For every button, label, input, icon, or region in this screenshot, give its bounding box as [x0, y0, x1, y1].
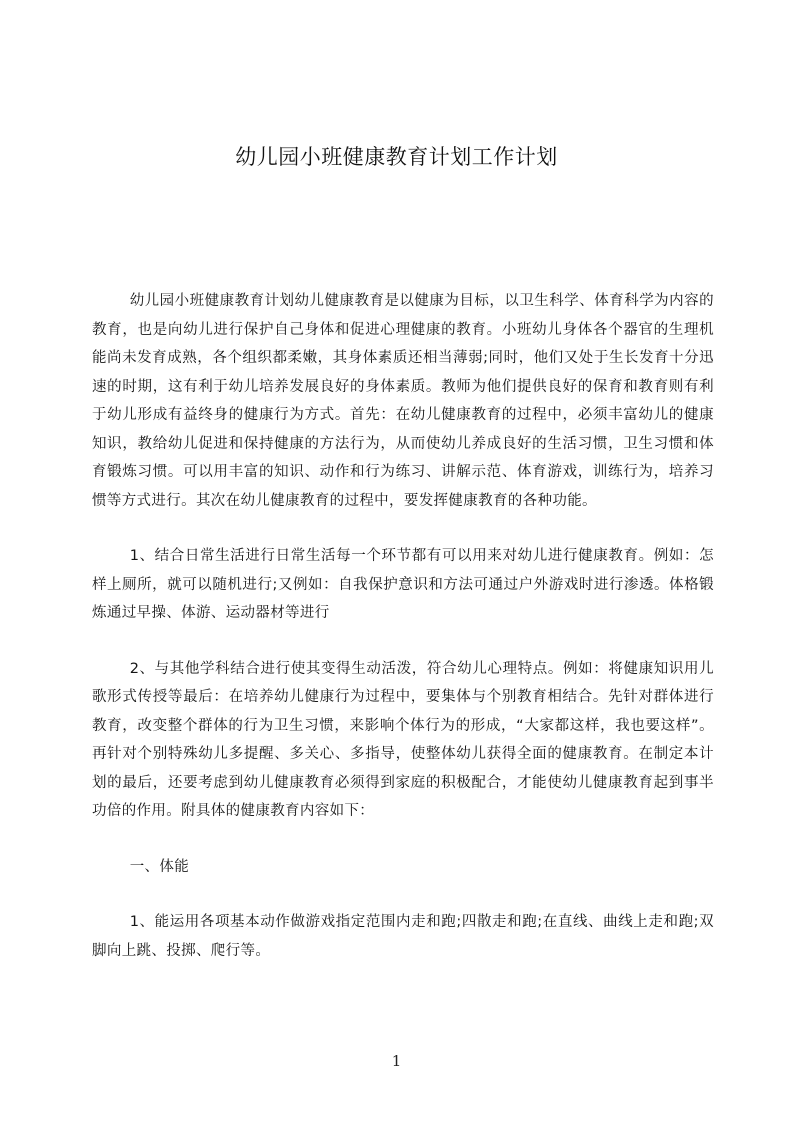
document-body [92, 287, 714, 992]
physical-ability-item: 1、能运用各项基本动作做游戏指定范围内走和跑;四散走和跑;在直线、曲线上走和跑;双脚向上跳、投掷、爬行等。 [92, 914, 714, 959]
page-number: 1 [391, 1052, 402, 1070]
subject-integration-paragraph: 2、与其他学科结合进行使其变得生动活泼，符合幼儿心理特点。例如：将健康知识用儿歌形式传授等最后：在培养幼儿健康行为过程中，要集体与个别教育相结合。先针对群体进行教育，改变整个群体的行为卫生习惯，来影响个体行为的形成，“大家都这样，我也要这样”。再针对个别特殊幼儿多提醒、多关心、多指导，使整体幼儿获得全面的健康教育。在制定本计划的最后，还要考虑到幼儿健康教育必须得到家庭的积极配合，才能使幼儿健康教育起到事半功倍的作用。附具体的健康教育内容如下： [92, 660, 714, 819]
document-title: 幼儿园小班健康教育计划工作计划 [235, 145, 558, 169]
daily-life-paragraph: 1、结合日常生活进行日常生活每一个环节都有可以用来对幼儿进行健康教育。例如：怎样上厕所，就可以随机进行;又例如：自我保护意识和方法可通过户外游戏时进行渗透。体格锻炼通过早操、体游、运动器材等进行 [92, 548, 714, 621]
section-heading-physical-ability: 一、体能 [129, 858, 190, 875]
intro-paragraph: 幼儿园小班健康教育计划幼儿健康教育是以健康为目标，以卫生科学、体育科学为内容的教育，也是向幼儿进行保护自己身体和促进心理健康的教育。小班幼儿身体各个器官的生理机能尚未发育成熟，各个组织都柔嫩，其身体素质还相当薄弱;同时，他们又处于生长发育十分迅速的时期，这有利于幼儿培养发展良好的身体素质。教师为他们提供良好的保育和教育则有利于幼儿形成有益终身的健康行为方式。首先：在幼儿健康教育的过程中，必须丰富幼儿的健康知识，教给幼儿促进和保持健康的方法行为，从而使幼儿养成良好的生活习惯，卫生习惯和体育锻炼习惯。可以用丰富的知识、动作和行为练习、讲解示范、体育游戏，训练行为，培养习惯等方式进行。其次在幼儿健康教育的过程中，要发挥健康教育的各种功能。 [92, 293, 714, 509]
